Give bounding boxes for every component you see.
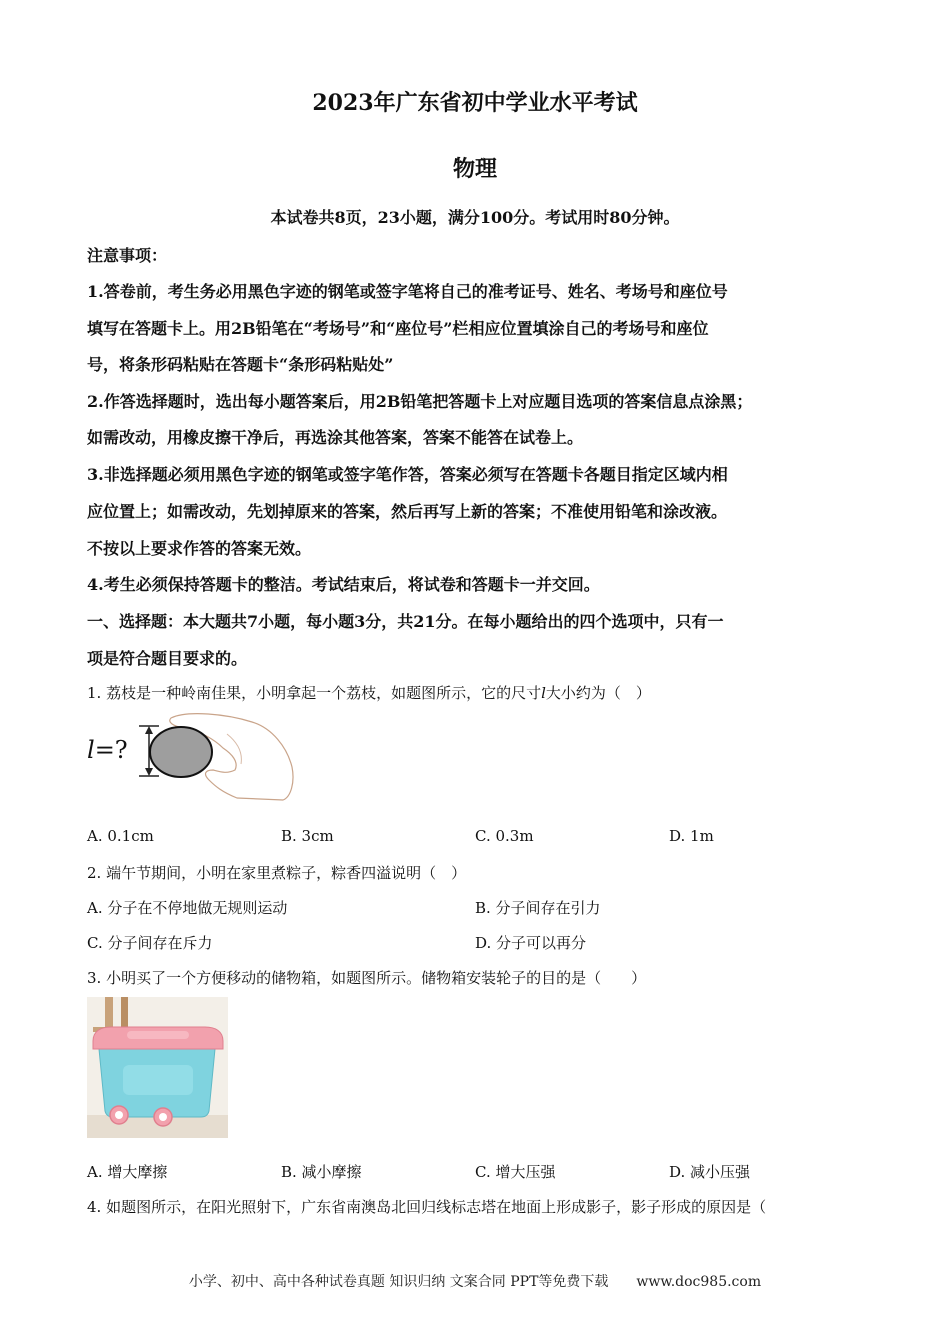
exam-info: 本试卷共8页，23小题，满分100分。考试用时80分钟。: [270, 208, 680, 227]
question-4-stem: 4. 如题图所示，在阳光照射下，广东省南澳岛北回归线标志塔在地面上形成影子，影子形成的原因是（: [87, 1198, 767, 1216]
exam-title: 2023年广东省初中学业水平考试: [312, 90, 638, 116]
figure-label-rest: =?: [94, 736, 128, 764]
q1-stem-pre: 1. 荔枝是一种岭南佳果，小明拿起一个荔枝，如题图所示，它的尺寸: [87, 684, 542, 702]
page-footer: 小学、初中、高中各种试卷真题 知识归纳 文案合同 PPT等免费下载 www.doc985.com: [188, 1274, 762, 1290]
question-1-stem: [87, 682, 651, 703]
note-line: 如需改动，用橡皮擦干净后，再选涂其他答案，答案不能答在试卷上。: [87, 428, 584, 447]
notes-heading: 注意事项：: [87, 246, 168, 265]
note-line: 4.考生必须保持答题卡的整洁。考试结束后，将试卷和答题卡一并交回。: [87, 575, 600, 594]
q1-option-b: B. 3cm: [281, 827, 334, 845]
question-3-stem: 3. 小明买了一个方便移动的储物箱，如题图所示。储物箱安装轮子的目的是（ ）: [87, 969, 647, 987]
q2-option-c: C. 分子间存在斥力: [87, 934, 213, 952]
note-line: 2.作答选择题时，选出每小题答案后，用2B铅笔把答题卡上对应题目选项的答案信息点涂黑；: [87, 392, 753, 411]
q2-option-b: B. 分子间存在引力: [475, 899, 601, 917]
subject-title: 物理: [452, 156, 497, 182]
lychee-hand-illustration: [87, 712, 302, 802]
question-2-stem: 2. 端午节期间，小明在家里煮粽子，粽香四溢说明（ ）: [87, 864, 467, 882]
lychee-figure: [87, 712, 302, 802]
q2-option-d: D. 分子可以再分: [475, 934, 587, 952]
storage-box-illustration: [87, 997, 228, 1138]
note-line: 不按以上要求作答的答案无效。: [87, 539, 312, 558]
q1-stem-post: 大小约为（ ）: [545, 684, 651, 702]
note-line: 1.答卷前，考生务必用黑色字迹的钢笔或签字笔将自己的准考证号、姓名、考场号和座位号: [87, 282, 728, 301]
q3-option-c: C. 增大压强: [475, 1163, 556, 1181]
section-heading: 项是符合题目要求的。: [87, 649, 248, 668]
note-line: 应位置上；如需改动，先划掉原来的答案，然后再写上新的答案；不准使用铅笔和涂改液。: [87, 502, 728, 521]
q3-option-b: B. 减小摩擦: [281, 1163, 362, 1181]
note-line: 填写在答题卡上。用2B铅笔在“考场号”和“座位号”栏相应位置填涂自己的考场号和座位: [87, 319, 709, 338]
note-line: 3.非选择题必须用黑色字迹的钢笔或签字笔作答，答案必须写在答题卡各题目指定区域内相: [87, 465, 728, 484]
q1-option-c: C. 0.3m: [475, 827, 534, 845]
q2-option-a: A. 分子在不停地做无规则运动: [87, 899, 288, 917]
q1-stem-var: l: [541, 684, 546, 702]
storage-box-photo: [87, 997, 228, 1138]
note-line: 号，将条形码粘贴在答题卡“条形码粘贴处”: [87, 355, 394, 374]
q1-option-d: D. 1m: [669, 827, 714, 845]
q3-option-d: D. 减小压强: [669, 1163, 751, 1181]
q1-option-a: A. 0.1cm: [87, 827, 154, 845]
figure-label-var: l: [87, 736, 95, 764]
section-heading: 一、选择题：本大题共7小题，每小题3分，共21分。在每小题给出的四个选项中，只有一: [87, 612, 724, 631]
q3-option-a: A. 增大摩擦: [87, 1163, 168, 1181]
